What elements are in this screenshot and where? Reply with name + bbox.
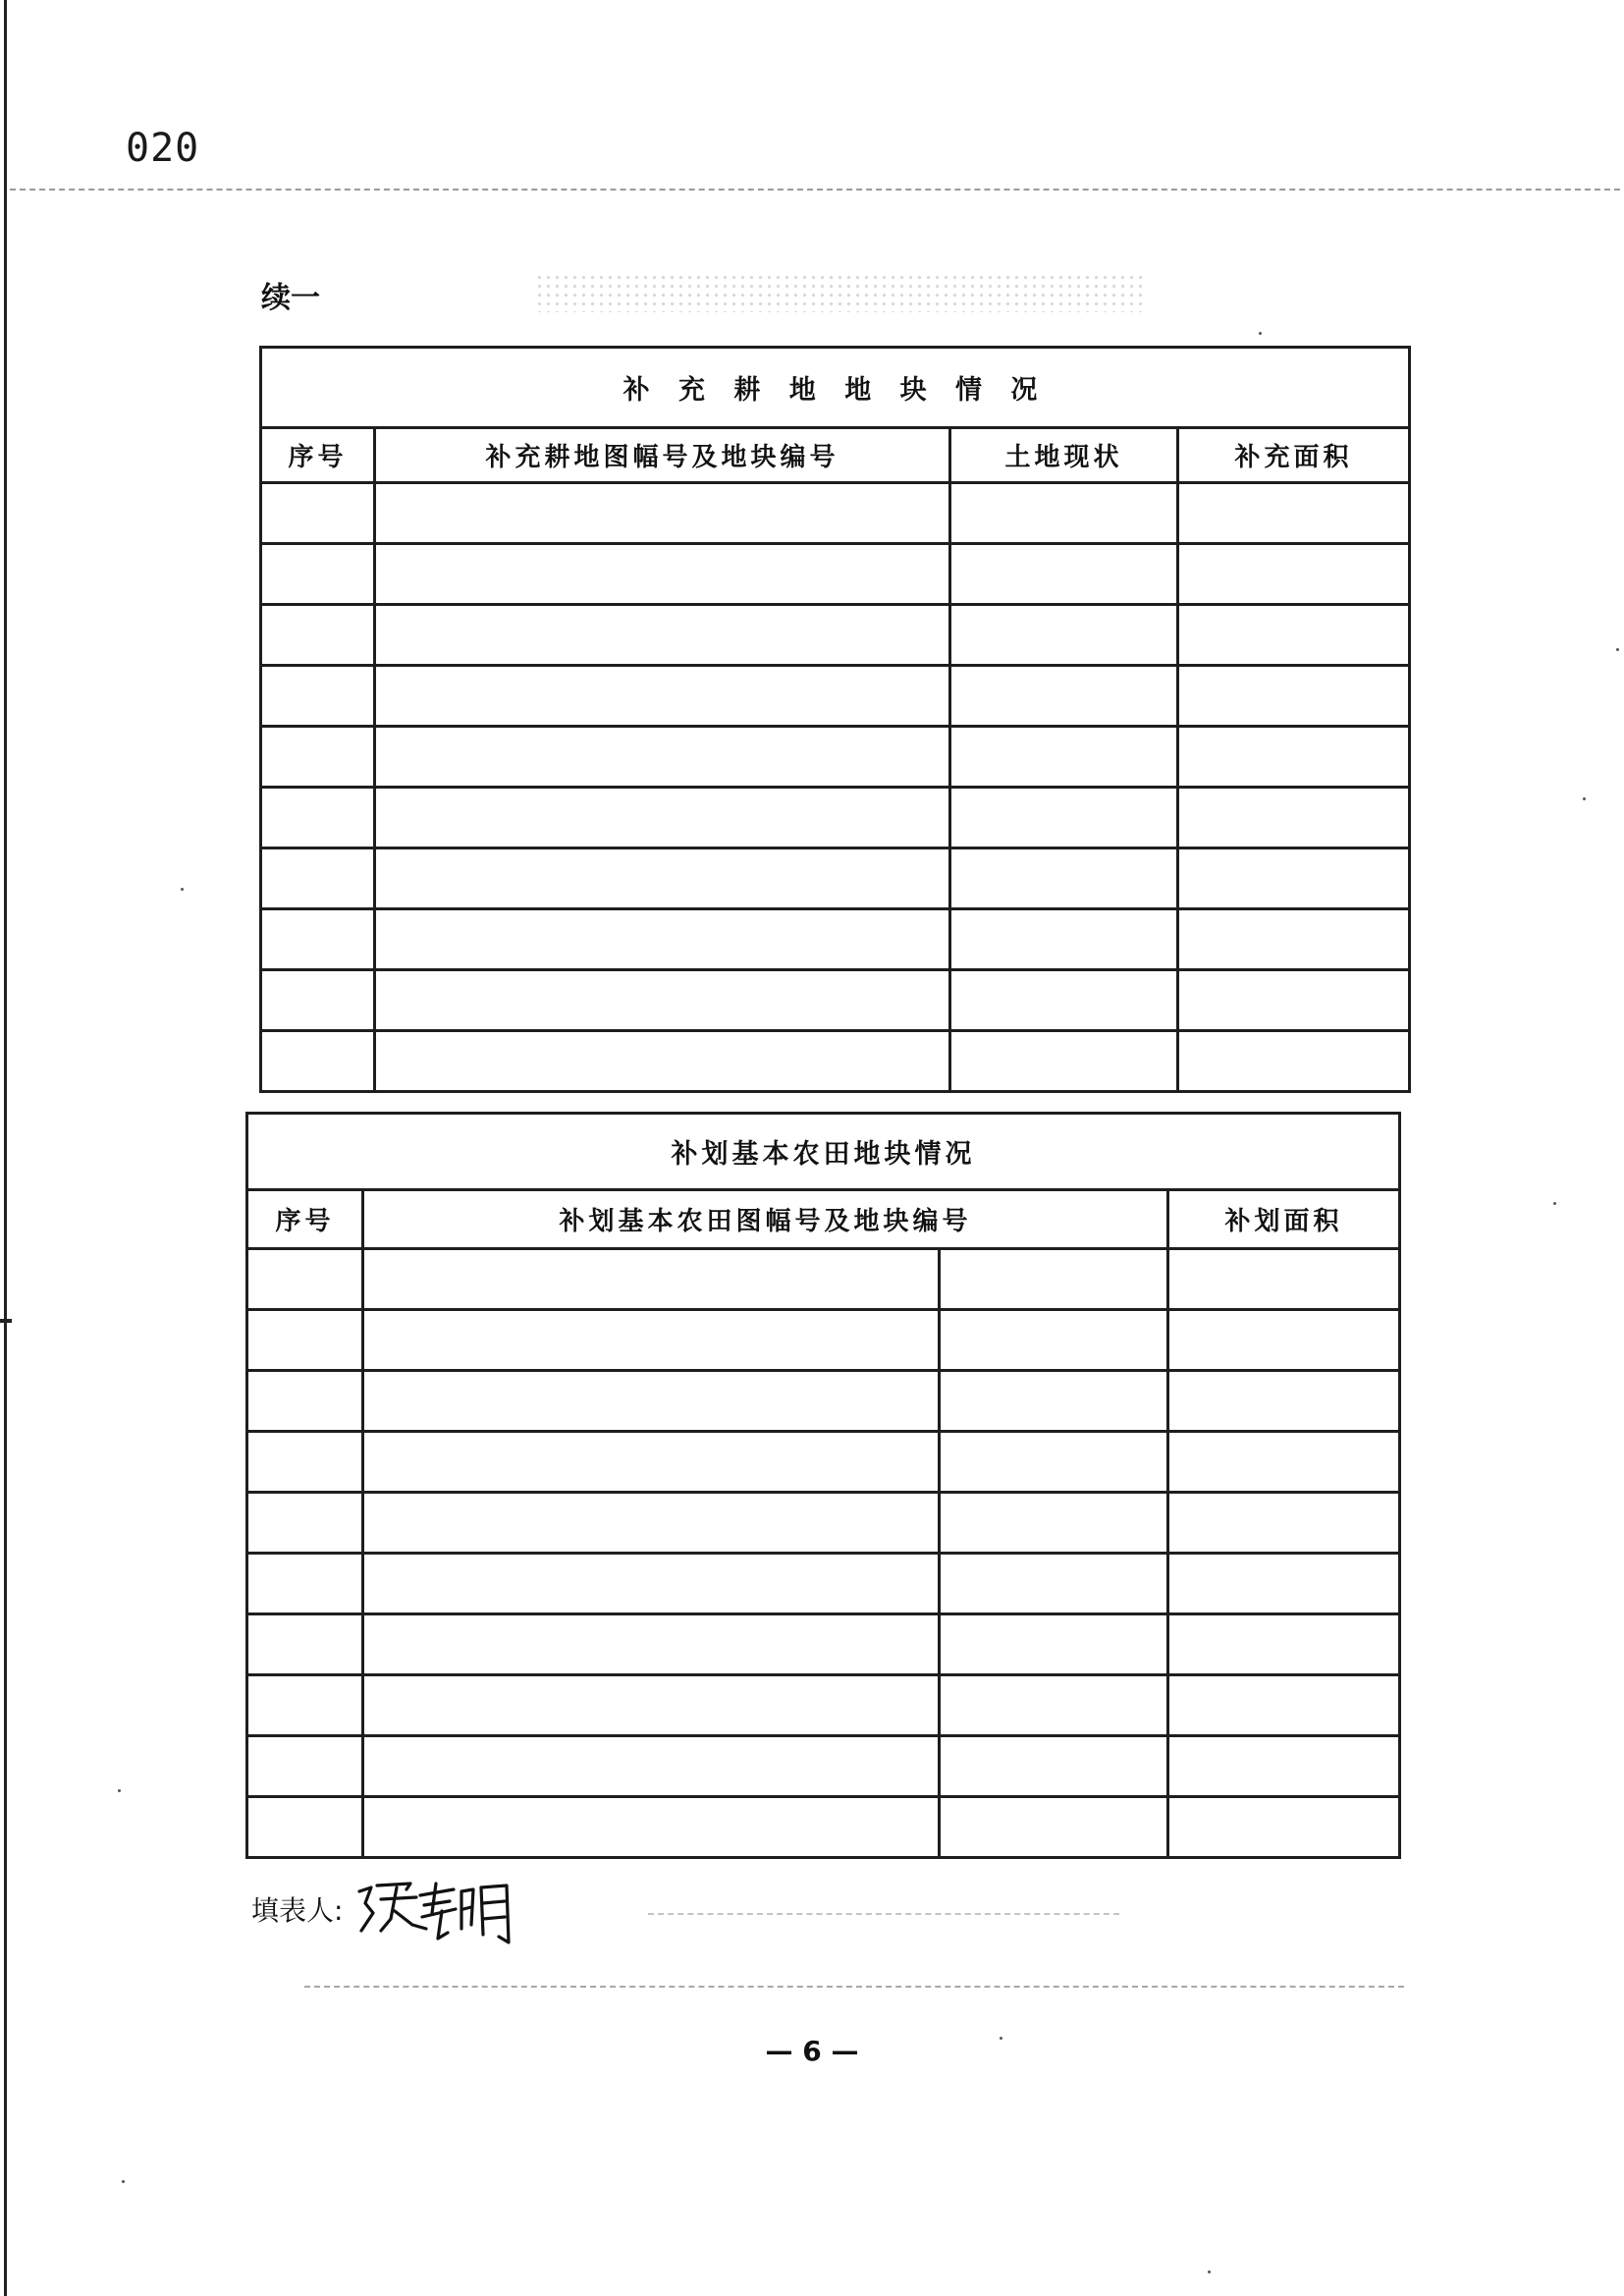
table-cell (247, 1249, 363, 1310)
scan-speck (122, 2180, 125, 2183)
table-cell (261, 788, 375, 848)
table-cell (1178, 727, 1410, 788)
scan-speck (1259, 332, 1262, 335)
table-cell (375, 727, 950, 788)
table-cell (940, 1310, 1168, 1371)
table-row (247, 1249, 1400, 1310)
table-cell (1178, 848, 1410, 909)
table-cell (261, 544, 375, 605)
footer-dashed-line (648, 1913, 1119, 1915)
table-cell (247, 1736, 363, 1797)
table-cell (940, 1736, 1168, 1797)
column-header-index: 序号 (247, 1190, 363, 1249)
table-body (261, 483, 1410, 1092)
scan-speck (1208, 2270, 1211, 2273)
table-cell (375, 544, 950, 605)
table-cell (375, 666, 950, 727)
table-cell (1168, 1310, 1400, 1371)
scan-speck (1616, 648, 1619, 651)
table-row (247, 1797, 1400, 1858)
table-row (247, 1614, 1400, 1675)
table-cell (247, 1614, 363, 1675)
table-cell (261, 970, 375, 1031)
table-cell (247, 1675, 363, 1736)
header-dashed-rule (10, 189, 1620, 191)
table-cell (363, 1736, 940, 1797)
table-row (247, 1493, 1400, 1554)
table-cell (1178, 909, 1410, 970)
scan-speck (1553, 1202, 1556, 1205)
table-cell (247, 1432, 363, 1493)
footer-dashed-line (304, 1986, 1404, 1988)
column-header-index: 序号 (261, 428, 375, 483)
table-cell (950, 605, 1178, 666)
table-cell (1168, 1493, 1400, 1554)
table-cell (363, 1371, 940, 1432)
table-cell (950, 727, 1178, 788)
table-cell (950, 1031, 1178, 1092)
table-row (247, 1432, 1400, 1493)
table-cell (1168, 1736, 1400, 1797)
table-cell (363, 1249, 940, 1310)
table-cell (950, 544, 1178, 605)
column-header-parcel-id: 补充耕地图幅号及地块编号 (375, 428, 950, 483)
table-cell (261, 1031, 375, 1092)
table-cell (247, 1371, 363, 1432)
table-cell (1178, 605, 1410, 666)
column-header-area: 补划面积 (1168, 1190, 1400, 1249)
table-cell (1168, 1614, 1400, 1675)
table-cell (1178, 970, 1410, 1031)
table-row (261, 970, 1410, 1031)
scan-speck (118, 1789, 121, 1792)
table-body (247, 1249, 1400, 1858)
continuation-label: 续一 (261, 281, 320, 315)
table-cell (261, 666, 375, 727)
table-row (247, 1310, 1400, 1371)
table-cell (1178, 483, 1410, 544)
table-cell (940, 1797, 1168, 1858)
table-cell (1178, 1031, 1410, 1092)
column-header-parcel-id: 补划基本农田图幅号及地块编号 (363, 1190, 1168, 1249)
table-cell (375, 970, 950, 1031)
table-cell (950, 970, 1178, 1031)
handwritten-signature (352, 1874, 518, 1952)
table-cell (363, 1310, 940, 1371)
scan-speck (1583, 797, 1586, 800)
table-row (261, 666, 1410, 727)
table-cell (1168, 1432, 1400, 1493)
table-cell (247, 1554, 363, 1614)
page-number: — 6 — (765, 2035, 859, 2067)
binding-edge-mark (0, 1319, 12, 1323)
table-cell (247, 1493, 363, 1554)
table-cell (1168, 1675, 1400, 1736)
table-row (261, 605, 1410, 666)
table-cell (1168, 1554, 1400, 1614)
table-row (261, 788, 1410, 848)
table-cell (940, 1554, 1168, 1614)
table-cell (363, 1493, 940, 1554)
table-cell (375, 483, 950, 544)
table-cell (1178, 544, 1410, 605)
supplementary-farmland-table (259, 346, 1411, 1093)
faded-title-stamp (535, 273, 1144, 312)
table-row (247, 1371, 1400, 1432)
table-cell (363, 1797, 940, 1858)
scan-speck (181, 888, 184, 891)
table-cell (363, 1675, 940, 1736)
table-cell (940, 1432, 1168, 1493)
table-cell (1168, 1797, 1400, 1858)
basic-farmland-table (245, 1112, 1401, 1859)
table-cell (375, 605, 950, 666)
table-cell (375, 909, 950, 970)
table-cell (950, 666, 1178, 727)
table-row (247, 1554, 1400, 1614)
table-title: 补 充 耕 地 地 块 情 况 (261, 348, 1410, 428)
table-row (261, 1031, 1410, 1092)
table-cell (950, 483, 1178, 544)
table-cell (1168, 1249, 1400, 1310)
table-cell (940, 1614, 1168, 1675)
table-cell (950, 909, 1178, 970)
table-cell (940, 1493, 1168, 1554)
table-cell (940, 1249, 1168, 1310)
table-cell (261, 848, 375, 909)
table-cell (247, 1797, 363, 1858)
table-cell (940, 1675, 1168, 1736)
table-cell (375, 848, 950, 909)
table-title: 补划基本农田地块情况 (247, 1114, 1400, 1190)
table-cell (1168, 1371, 1400, 1432)
table-cell (261, 727, 375, 788)
column-header-land-status: 土地现状 (950, 428, 1178, 483)
filler-label: 填表人: (251, 1894, 344, 1927)
table-cell (247, 1310, 363, 1371)
table-cell (950, 788, 1178, 848)
scan-speck (1000, 2037, 1002, 2040)
column-header-area: 补充面积 (1178, 428, 1410, 483)
table-cell (363, 1614, 940, 1675)
table-cell (1178, 666, 1410, 727)
table-row (261, 848, 1410, 909)
table-cell (363, 1554, 940, 1614)
table-row (261, 544, 1410, 605)
table-row (247, 1736, 1400, 1797)
table-row (261, 727, 1410, 788)
table-cell (261, 605, 375, 666)
table-cell (950, 848, 1178, 909)
table-cell (375, 1031, 950, 1092)
table-row (261, 909, 1410, 970)
table-cell (940, 1371, 1168, 1432)
table-cell (363, 1432, 940, 1493)
binding-edge-line (4, 0, 7, 2296)
table-cell (261, 483, 375, 544)
table-cell (375, 788, 950, 848)
page-code: 020 (126, 126, 200, 171)
table-cell (1178, 788, 1410, 848)
table-row (247, 1675, 1400, 1736)
table-row (261, 483, 1410, 544)
table-cell (261, 909, 375, 970)
